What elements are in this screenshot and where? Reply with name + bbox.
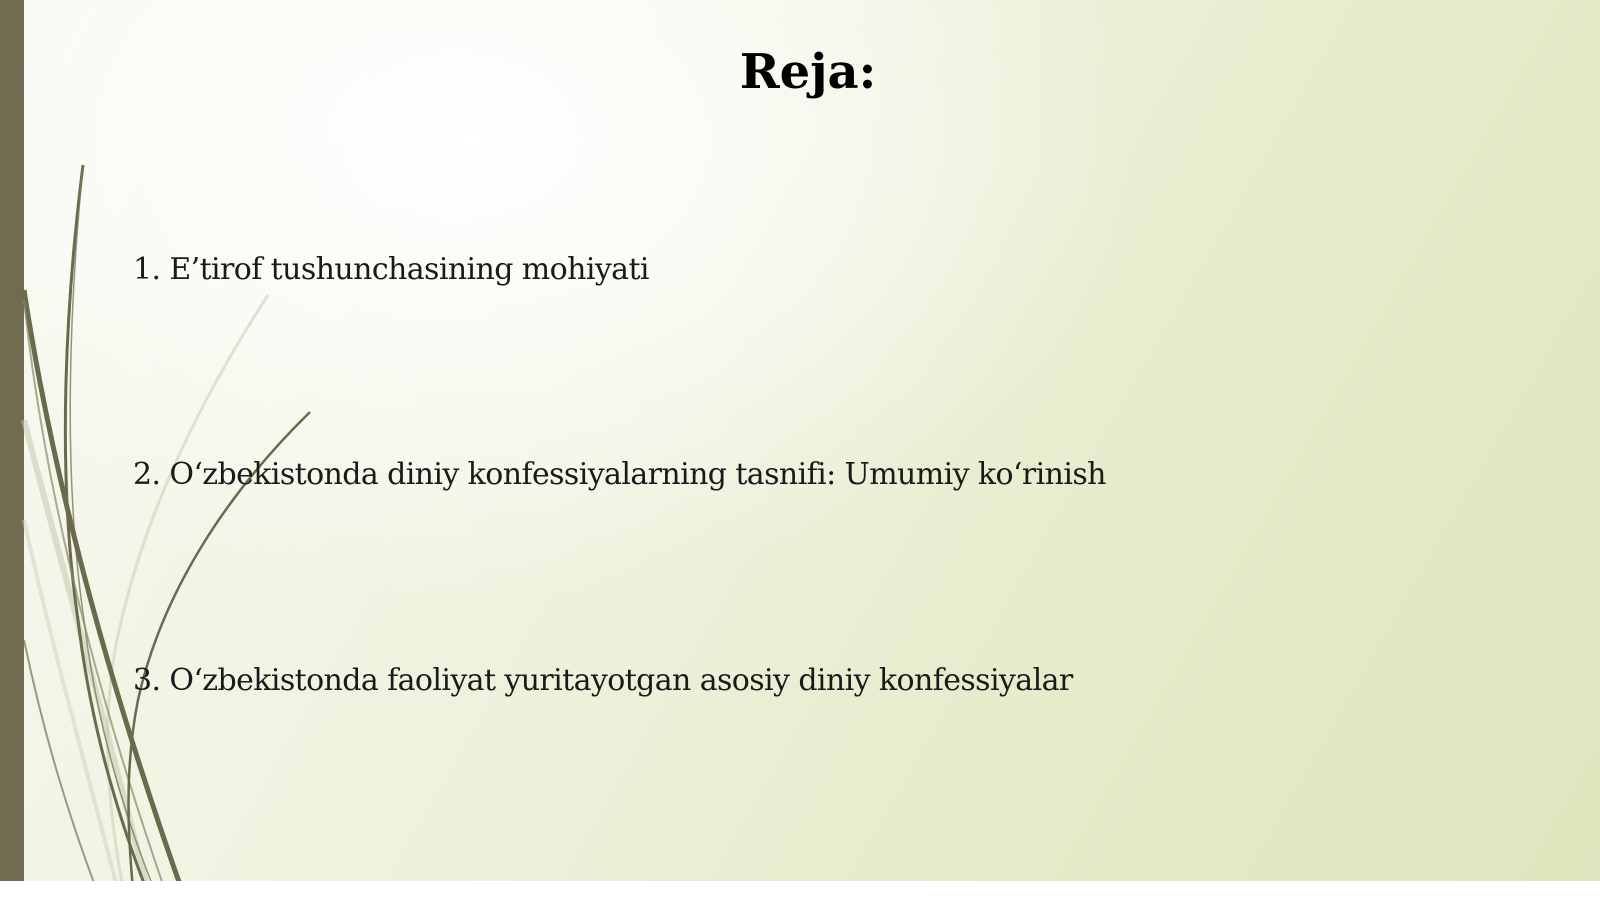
bottom-strip [0, 881, 1600, 899]
plan-item-3: 3. O‘zbekistonda faoliyat yuritayotgan asosiy diniy konfessiyalar [133, 663, 1073, 698]
slide-title: Reja: [739, 44, 877, 100]
plan-item-1: 1. E’tirof tushunchasining mohiyati [133, 252, 649, 287]
grass-decoration [0, 0, 340, 899]
plan-item-2: 2. O‘zbekistonda diniy konfessiyalarning tasnifi: Umumiy ko‘rinish [133, 457, 1106, 492]
